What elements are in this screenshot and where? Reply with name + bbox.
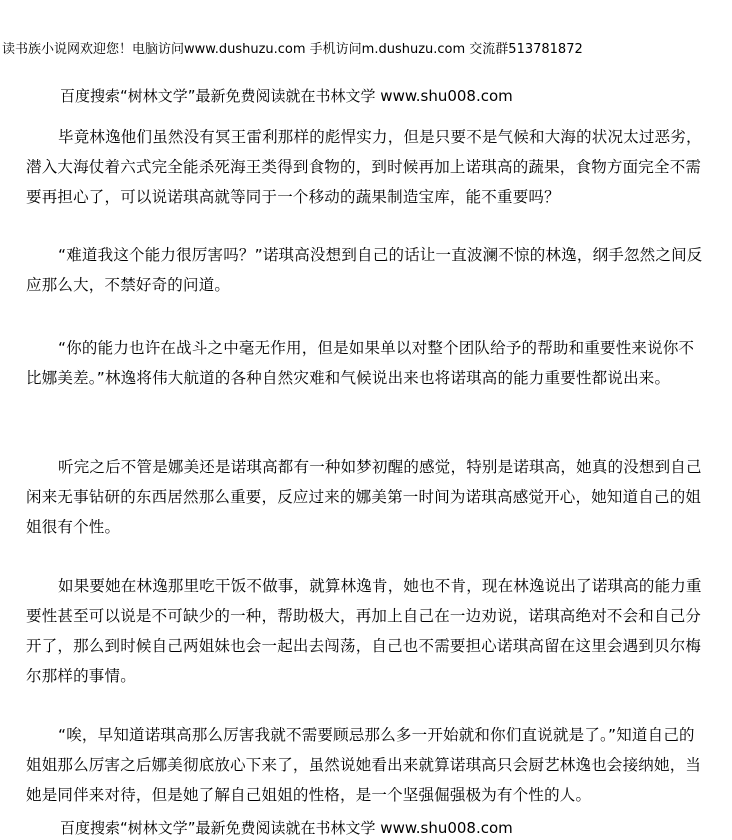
site-header-line: 读书族小说网欢迎您！电脑访问www.dushuzu.com 手机访问m.dushuzu.com 交流群513781872: [2, 42, 583, 57]
paragraph-1: 毕竟林逸他们虽然没有冥王雷利那样的彪悍实力，但是只要不是气候和大海的状况太过恶劣，潜入大海仗着六式完全能杀死海王类得到食物的，到时候再加上诺琪高的蔬果，食物方面完全不需要再担心了，可以说诺琪高就等同于一个移动的蔬果制造宝库，能不重要吗？: [26, 128, 702, 206]
paragraph-2: “难道我这个能力很厉害吗？”诺琪高没想到自己的话让一直波澜不惊的林逸，纲手忽然之间反应那么大，不禁好奇的问道。: [26, 246, 703, 294]
paragraph-6: “唉，早知道诺琪高那么厉害我就不需要顾忌那么多一开始就和你们直说就是了。”知道自己的姐姐那么厉害之后娜美彻底放心下来了，虽然说她看出来就算诺琪高只会厨艺林逸也会接纳她，当她是同伴来对待，但是她了解自己姐姐的性格，是一个坚强倔强极为有个性的人。: [26, 726, 702, 804]
promo-line-bottom: 百度搜索“树林文学”最新免费阅读就在书林文学 www.shu008.com: [60, 819, 513, 837]
paragraph-5: 如果要她在林逸那里吃干饭不做事，就算林逸肯，她也不肯，现在林逸说出了诺琪高的能力重要性甚至可以说是不可缺少的一种，帮助极大，再加上自己在一边劝说，诺琪高绝对不会和自己分开了，那么到时候自己两姐妹也会一起出去闯荡，自己也不需要担心诺琪高留在这里会遇到贝尔梅尔那样的事情。: [26, 577, 702, 685]
paragraph-3: “你的能力也许在战斗之中毫无作用，但是如果单以对整个团队给予的帮助和重要性来说你不比娜美差。”林逸将伟大航道的各种自然灾难和气候说出来也将诺琪高的能力重要性都说出来。: [26, 339, 695, 387]
promo-line-top: 百度搜索“树林文学”最新免费阅读就在书林文学 www.shu008.com: [60, 87, 513, 105]
paragraph-4: 听完之后不管是娜美还是诺琪高都有一种如梦初醒的感觉，特别是诺琪高，她真的没想到自己闲来无事钻研的东西居然那么重要，反应过来的娜美第一时间为诺琪高感觉开心，她知道自己的姐姐很有个性。: [26, 458, 702, 536]
